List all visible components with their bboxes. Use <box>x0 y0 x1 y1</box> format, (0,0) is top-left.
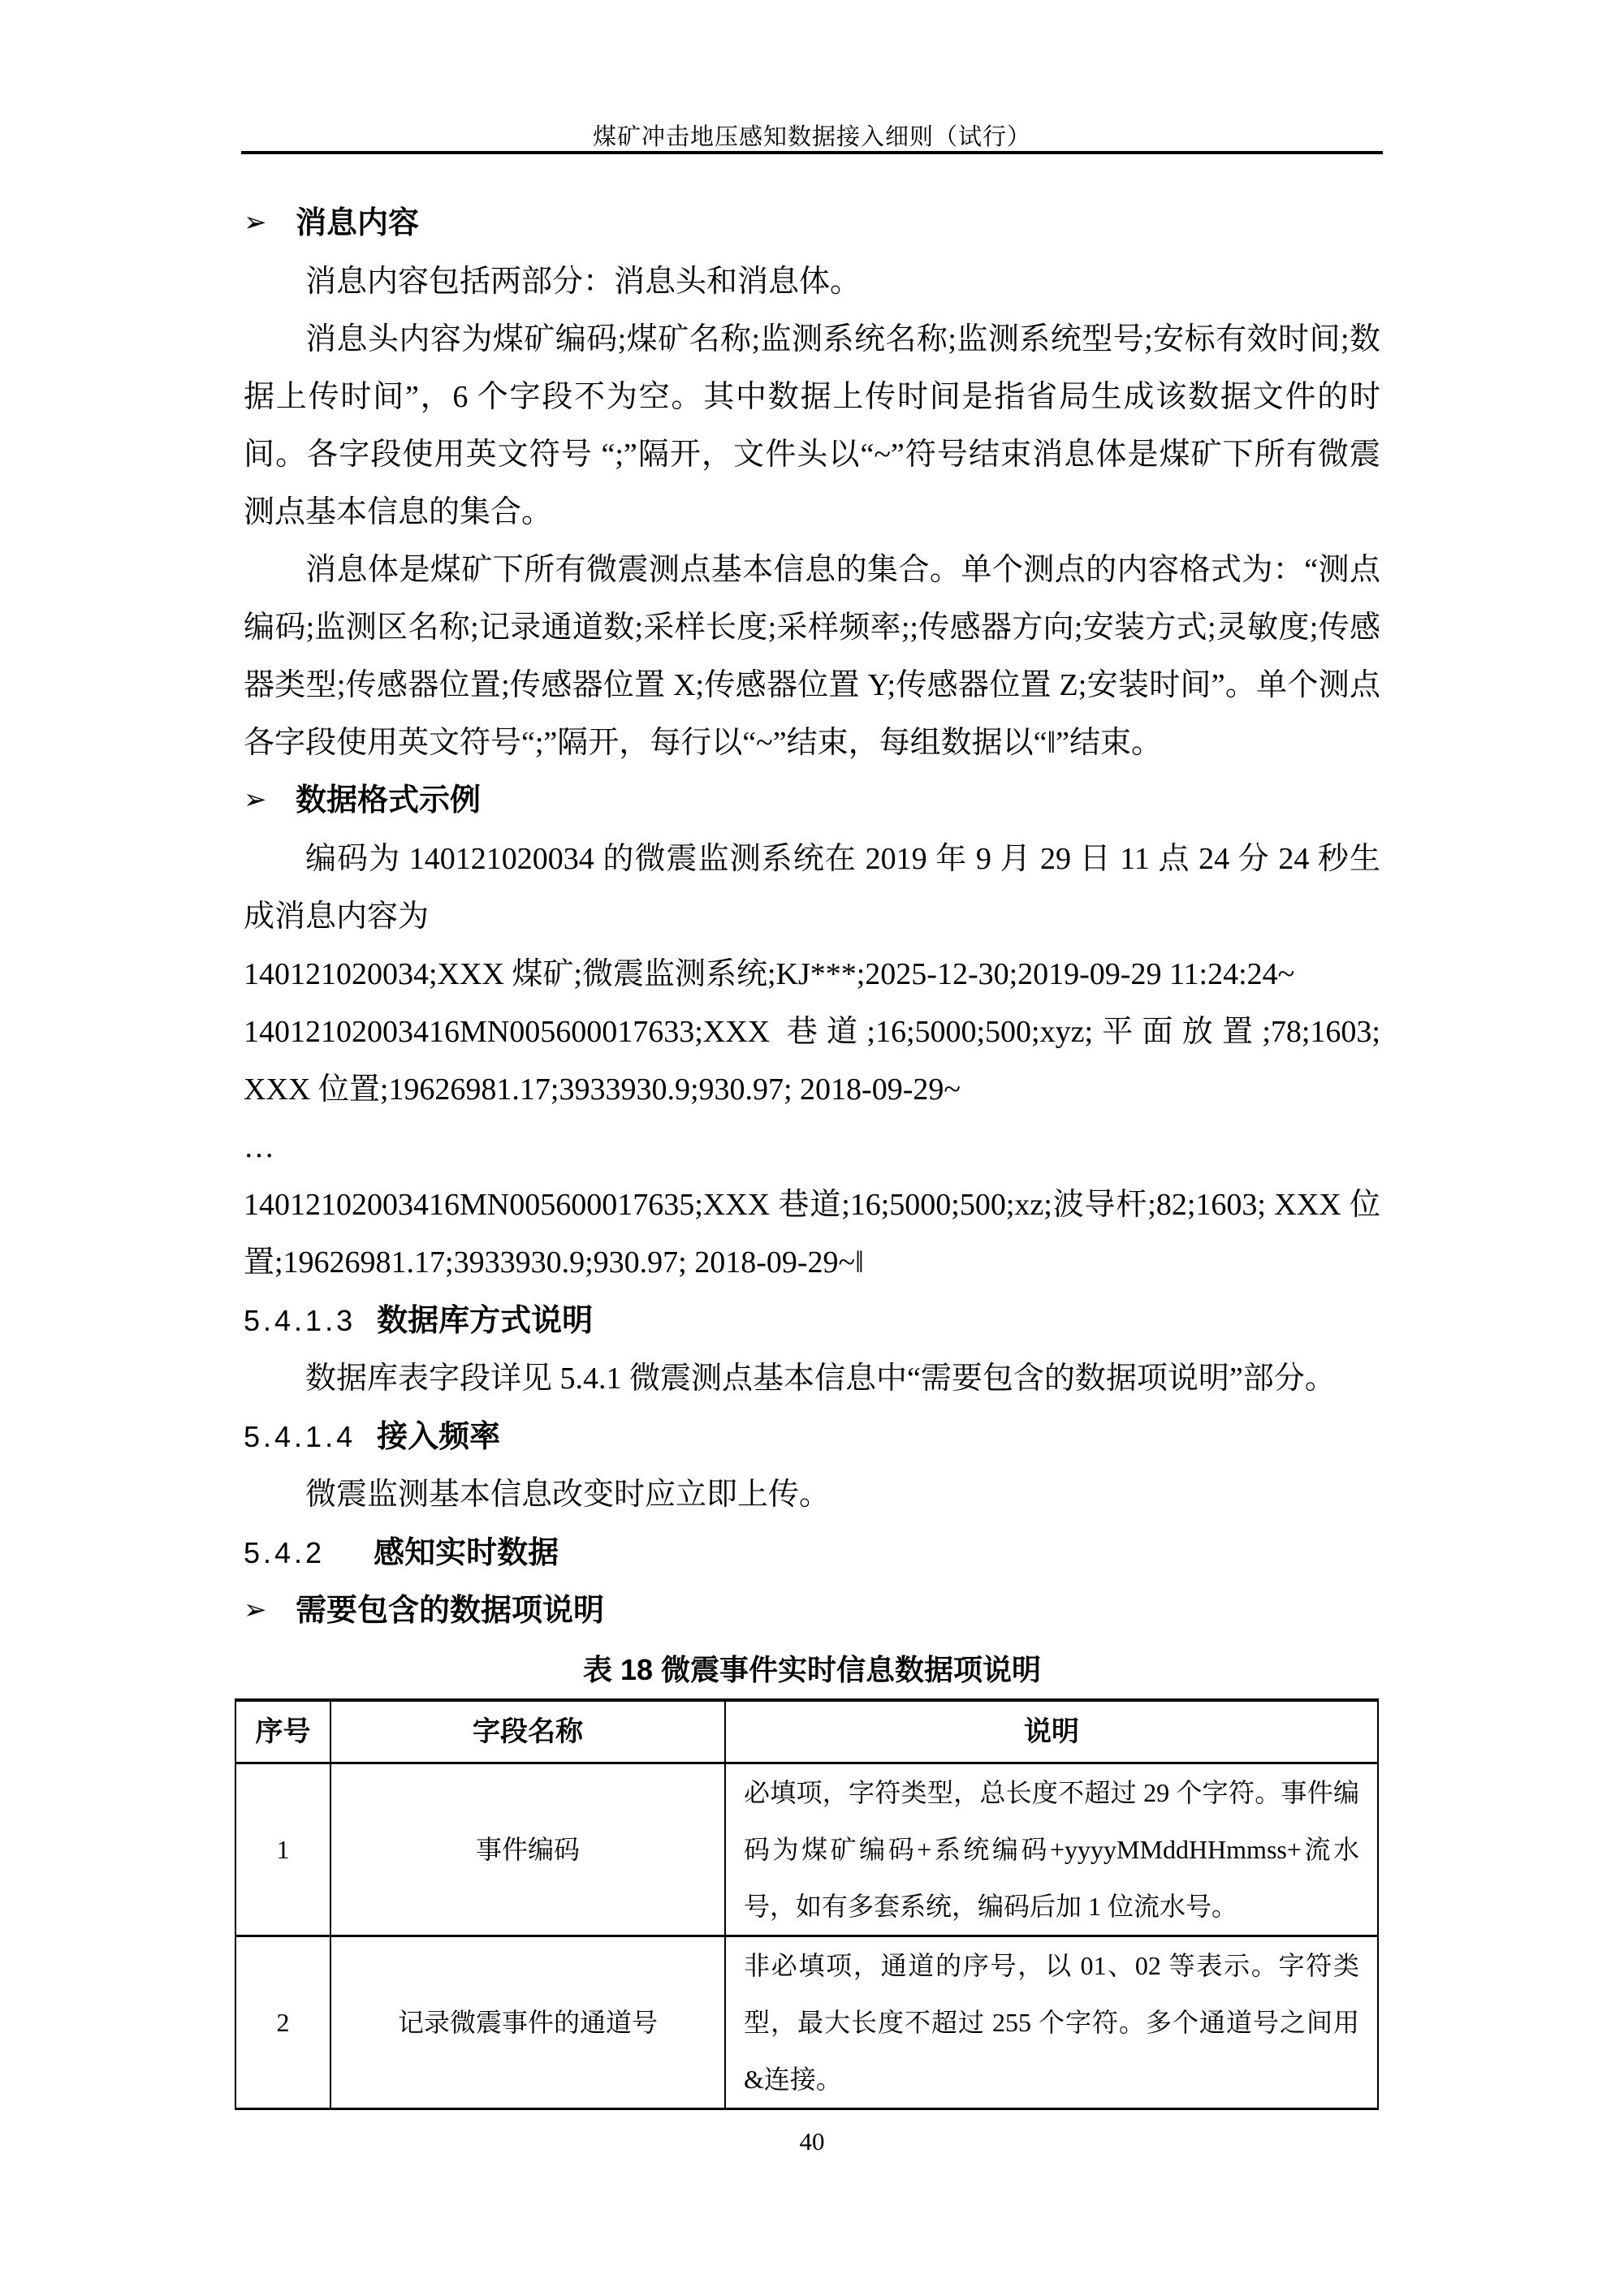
section-heading-label: 感知实时数据 <box>374 1536 559 1570</box>
row-number-cell: 1 <box>235 1763 330 1936</box>
bullet-section-heading <box>244 1582 1380 1641</box>
data-example-line: 140121020034;XXX 煤矿;微震监测系统;KJ***;2025-12-30;2019-09-29 11:24:24~ <box>244 957 1295 991</box>
column-header: 字段名称 <box>330 1700 725 1763</box>
body-paragraph: 消息体是煤矿下所有微震测点基本信息的集合。单个测点的内容格式为：“测点编码;监测区名称;记录通道数;采样长度;采样频率;;传感器方向;安装方式;灵敏度;传感器类型;传感器位置;传感器位置 X;传感器位置 Y;传感器位置 Z;安装时间”。单个测点各字段使用英文符号“;”隔开，每行以“~”结束，每组数据以“‖”结束。 <box>244 553 1380 760</box>
section-number: 5.4.2 <box>244 1536 326 1569</box>
section-heading-label: 数据格式示例 <box>296 783 482 818</box>
header-rule <box>241 151 1383 154</box>
field-name-cell: 事件编码 <box>330 1763 725 1936</box>
data-example-line: … <box>244 1130 274 1164</box>
body-paragraph: 消息内容包括两部分：消息头和消息体。 <box>305 265 862 299</box>
arrow-bullet-icon: ➢ <box>244 784 267 815</box>
data-item-table <box>235 1698 1379 2110</box>
running-header-title: 煤矿冲击地压感知数据接入细则（试行） <box>592 124 1031 150</box>
field-name-cell: 记录微震事件的通道号 <box>330 1936 725 2109</box>
section-heading-label: 数据库方式说明 <box>377 1304 594 1338</box>
column-header: 序号 <box>235 1700 330 1763</box>
numbered-section-heading <box>244 1408 1380 1466</box>
table-body <box>235 1763 1378 2109</box>
table-header-row <box>235 1700 1378 1763</box>
body-paragraph: 微震监测基本信息改变时应立即上传。 <box>305 1478 831 1512</box>
numbered-section-heading <box>244 1524 1380 1582</box>
section-number: 5.4.1.3 <box>244 1304 356 1337</box>
table-row <box>235 1763 1378 1936</box>
row-number-cell: 2 <box>235 1936 330 2109</box>
section-heading-label: 需要包含的数据项说明 <box>296 1594 605 1628</box>
section-heading-label: 接入频率 <box>377 1420 501 1454</box>
numbered-section-heading <box>244 1292 1380 1350</box>
section-heading-label: 消息内容 <box>296 206 420 240</box>
bullet-section-heading <box>244 195 1380 253</box>
description-cell: 必填项，字符类型，总长度不超过 29 个字符。事件编码为煤矿编码+系统编码+yyyyMMddHHmmss+流水号，如有多套系统，编码后加 1 位流水号。 <box>725 1763 1378 1936</box>
document-body <box>244 195 1380 2110</box>
description-cell: 非必填项，通道的序号，以 01、02 等表示。字符类型，最大长度不超过 255 个字符。多个通道号之间用&连接。 <box>725 1936 1378 2109</box>
table-row <box>235 1936 1378 2109</box>
body-paragraph: 编码为 140121020034 的微震监测系统在 2019 年 9 月 29 日 11 点 24 分 24 秒生成消息内容为 <box>244 842 1380 934</box>
data-example-line: 14012102003416MN005600017633;XXX 巷道;16;5000;500;xyz;平面放置;78;1603; XXX 位置;19626981.17;3933930.9;930.97; 2018-09-29~ <box>244 1015 1380 1107</box>
data-example-line: 14012102003416MN005600017635;XXX 巷道;16;5000;500;xz;波导杆;82;1603; XXX 位置;19626981.17;3933930.9;930.97; 2018-09-29~‖ <box>244 1188 1380 1280</box>
arrow-bullet-icon: ➢ <box>244 207 267 238</box>
body-paragraph: 消息头内容为煤矿编码;煤矿名称;监测系统名称;监测系统型号;安标有效时间;数据上传时间”，6 个字段不为空。其中数据上传时间是指省局生成该数据文件的时间。各字段使用英文符号 “;”隔开，文件头以“~”符号结束消息体是煤矿下所有微震测点基本信息的集合。 <box>244 322 1380 529</box>
section-number: 5.4.1.4 <box>244 1420 356 1453</box>
body-paragraph: 数据库表字段详见 5.4.1 微震测点基本信息中“需要包含的数据项说明”部分。 <box>305 1362 1336 1396</box>
table-caption: 表 18 微震事件实时信息数据项说明 <box>582 1653 1042 1686</box>
column-header: 说明 <box>725 1700 1378 1763</box>
page-number: 40 <box>799 2127 825 2156</box>
arrow-bullet-icon: ➢ <box>244 1595 267 1625</box>
bullet-section-heading <box>244 772 1380 831</box>
